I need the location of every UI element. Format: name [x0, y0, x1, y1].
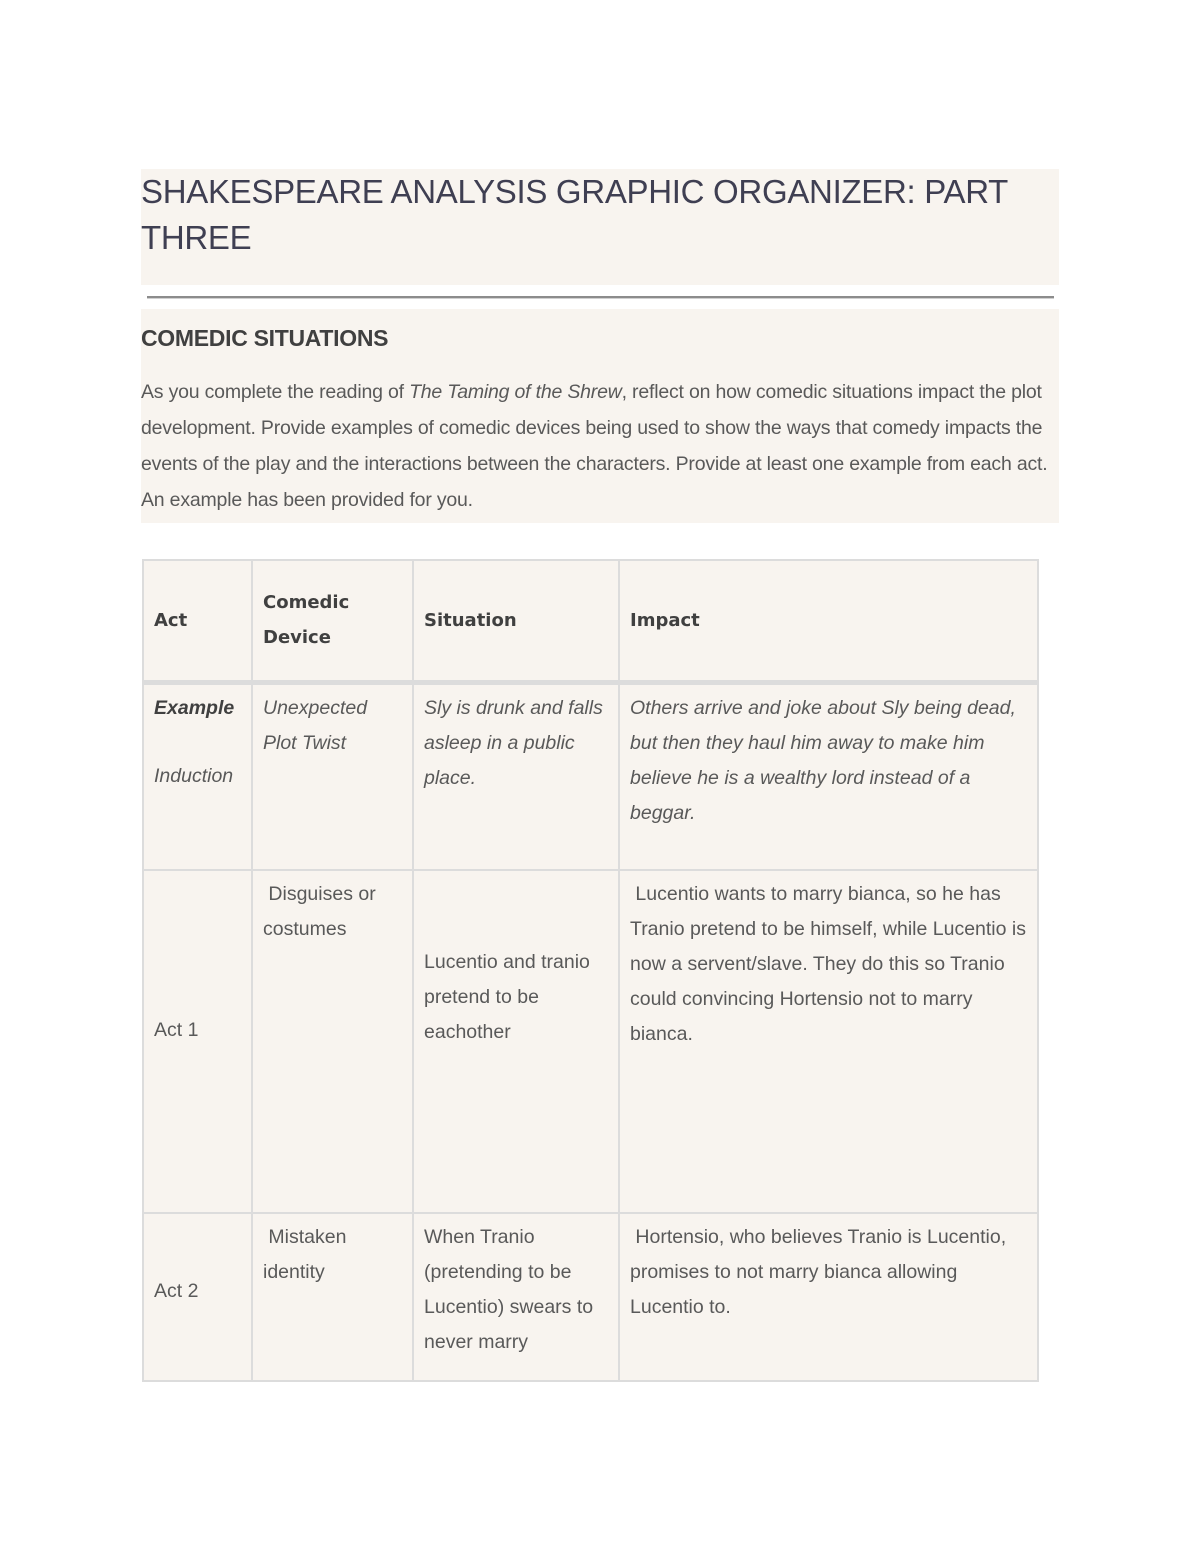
intro-paragraph	[141, 374, 1056, 518]
example-impact: Others arrive and joke about Sly being dead, but then they haul him away to make him believe he is a wealthy lord instead of a beggar.	[630, 696, 1016, 824]
situation-text: When Tranio (pretending to be Lucentio) swears to never marry	[424, 1226, 594, 1353]
table-row	[143, 1213, 1038, 1381]
impact-text: Lucentio wants to marry bianca, so he has Tranio pretend to be himself, while Lucentio is now a servent/slave. They do this so Tranio could convincing Hortensio not to marry bianca.	[630, 883, 1032, 1045]
intro-text-start: As you complete the reading of	[141, 381, 410, 403]
example-situation-cell[interactable]	[413, 682, 619, 870]
play-title: The Taming of the Shrew	[409, 381, 622, 403]
situation-text: Lucentio and tranio pretend to be eachother	[424, 951, 590, 1043]
situation-cell[interactable]	[413, 1213, 619, 1381]
impact-text: Hortensio, who believes Tranio is Lucentio, promises to not marry bianca allowing Lucentio to.	[630, 1226, 1012, 1318]
device-cell[interactable]	[252, 1213, 413, 1381]
graphic-organizer-table	[142, 559, 1039, 1382]
device-cell[interactable]	[252, 870, 413, 1213]
column-header-act: Act	[143, 560, 252, 682]
table-row	[143, 682, 1038, 870]
example-label: Example	[154, 696, 235, 719]
table-header-row	[143, 560, 1038, 682]
example-act-cell	[143, 682, 252, 870]
section-heading: COMEDIC SITUATIONS	[141, 325, 389, 351]
intro-section	[141, 309, 1059, 523]
act-cell	[143, 1213, 252, 1381]
act-cell	[143, 870, 252, 1213]
example-act: Induction	[154, 764, 234, 787]
device-text: Mistaken identity	[263, 1226, 352, 1283]
column-header-comedic-device-label: Comedic Device	[263, 592, 350, 649]
example-impact-cell[interactable]	[619, 682, 1038, 870]
column-header-comedic-device	[252, 560, 413, 682]
situation-cell[interactable]	[413, 870, 619, 1213]
example-device-cell[interactable]	[252, 682, 413, 870]
example-device: Unexpected Plot Twist	[263, 696, 368, 754]
impact-cell[interactable]	[619, 870, 1038, 1213]
page-title: SHAKESPEARE ANALYSIS GRAPHIC ORGANIZER: PART THREE	[141, 173, 1008, 256]
impact-cell[interactable]	[619, 1213, 1038, 1381]
intro-text-end: , reflect on how comedic situations impact the plot development. Provide examples of comedic devices being used to show the ways that comedy impacts the events of the play and the interactions between the characters. Provide at least one example from each act. An example has been provided for you.	[141, 381, 1048, 511]
title-box	[141, 169, 1059, 285]
act-label: Act 2	[154, 1280, 199, 1302]
column-header-situation: Situation	[413, 560, 619, 682]
horizontal-divider	[147, 296, 1054, 299]
column-header-impact: Impact	[619, 560, 1038, 682]
example-situation: Sly is drunk and falls asleep in a public place.	[424, 696, 603, 789]
device-text: Disguises or costumes	[263, 883, 382, 940]
act-label: Act 1	[154, 1019, 199, 1041]
table-row	[143, 870, 1038, 1213]
